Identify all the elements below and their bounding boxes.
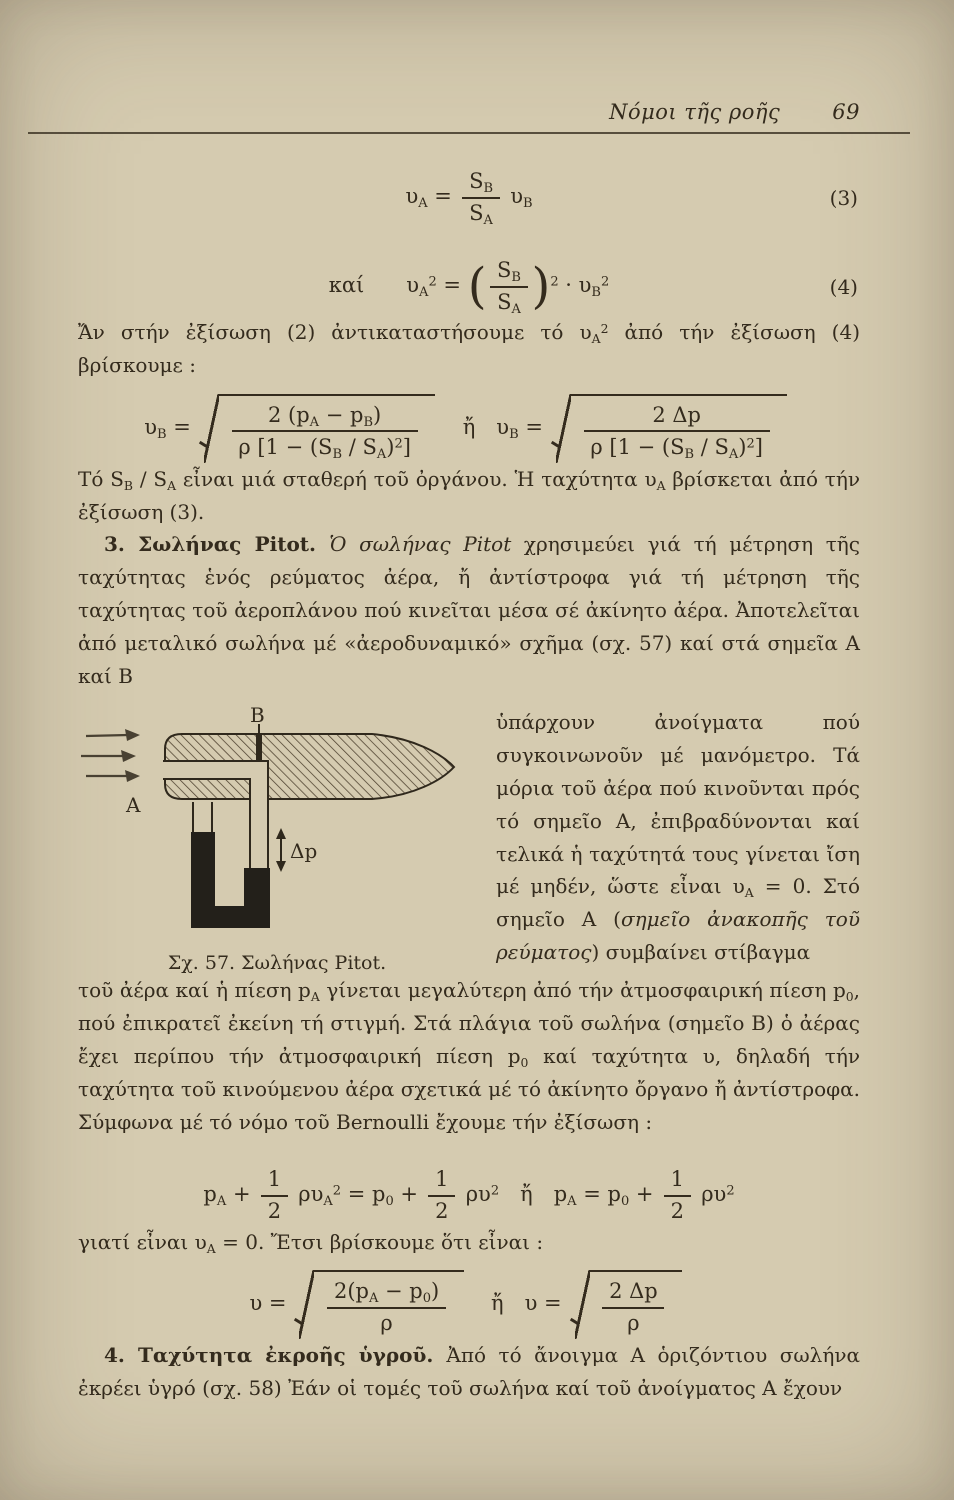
- b-port-slot: [256, 734, 262, 761]
- equation-4-number: (4): [829, 274, 858, 299]
- equation-3-number: (3): [829, 185, 858, 210]
- column-paragraph: ὑπάρχουν ἀνοίγματα πού συγκοινωνοῦν μέ μανόμετρο. Τά μόρια τοῦ ἀέρα πού κινοῦνται πρός τό σημεῖο Α, ἐπιβραδύνονται καί τελικά ἡ ταχύτητά τους γίνεται ἴση μέ μηδέν, ὥστε εἶναι $\upsilon_A = 0$. Στό σημεῖο Α (σημεῖο ἀνακοπῆς τοῦ ρεύματος) συμβαίνει στίβαγμα: [496, 710, 860, 965]
- figure-label-b: B: [250, 706, 265, 728]
- equation-outflow-row: [78, 1270, 860, 1339]
- equation-3-row: [78, 168, 860, 227]
- paragraph-constant: Τό $S_B / S_A$ εἶναι μιά σταθερή τοῦ ὀργάνου. Ἡ ταχύτητα $\upsilon_A$ βρίσκεται ἀπό τήν ἐξίσωση (3).: [78, 466, 861, 524]
- pitot-diagram: [78, 706, 476, 942]
- paragraph-since: γιατί εἶναι $\upsilon_A = 0$. Ἔτσι βρίσκουμε ὅτι εἶναι :: [78, 1229, 544, 1256]
- page-number: 69: [832, 100, 860, 124]
- equation-ub: $\upsilon_B$ = $\frac{2 (p_A - p_B)}{\rho [1 - (S_B / S_A)^2]}$ ἤ $\upsilon_B$ = $\frac{2 \Delta p}{\rho [1 - (S_B / S_A)^2]}$: [144, 394, 794, 463]
- equation-ub-row: [78, 394, 860, 463]
- figure-and-column: [78, 706, 860, 974]
- paragraph-substitution: Ἄν στήν ἐξίσωση (2) ἀντικαταστήσουμε τό $\upsilon_A^2$ ἀπό τήν ἐξίσωση (4) βρίσκουμε :: [78, 320, 860, 377]
- equation-bernoulli: $p_A$ + $\frac{1}{2}$ $\rho\upsilon_A^2 = p_0$ + $\frac{1}{2}$ $\rho\upsilon^2$ ἤ $p_A = p_0$ + $\frac{1}{2}$ $\rho\upsilon^2$: [203, 1167, 735, 1224]
- figure-label-dp: Δp: [290, 839, 318, 864]
- header-rule: [28, 132, 910, 134]
- section-4-paragraph: 4. Ταχύτητα ἐκροῆς ὑγροῦ. Ἀπό τό ἄνοιγμα Α ὁριζόντιου σωλήνα ἐκρέει ὑγρό (σχ. 58) Ἐάν οἱ τομές τοῦ σωλήνα καί τοῦ ἀνοίγματος Α ἔχουν: [78, 1343, 860, 1401]
- equation-4: καί $\upsilon_A^2$ = ( $\frac{S_B}{S_A}$ )$^2 \cdot \upsilon_B^2$: [328, 258, 610, 318]
- equation-bernoulli-row: [78, 1166, 860, 1225]
- figure-caption: Σχ. 57. Σωλήνας Pitot.: [167, 952, 387, 975]
- equation-3: $\upsilon_A$ = $\frac{S_B}{S_A}$ $\upsilon_B$: [405, 169, 533, 228]
- pitot-figure: [78, 706, 476, 974]
- page-header: [78, 100, 860, 124]
- equation-outflow: υ = $\frac{2(p_A - p_0)}{\rho}$ ἤ υ = $\frac{2 \Delta p}{\rho}$: [249, 1270, 688, 1339]
- equation-4-row: [78, 257, 860, 316]
- delta-p-arrow-icon: [276, 828, 286, 872]
- static-tube-walls: [193, 802, 212, 834]
- paragraph-after-figure: τοῦ ἀέρα καί ἡ πίεση $p_A$ γίνεται μεγαλύτερη ἀπό τήν ἀτμοσφαιρική πίεση $p_0$, πού ἐπικρατεῖ ἐκείνη τή στιγμή. Στά πλάγια τοῦ σωλήνα (σημεῖο Β) ὁ ἀέρας ἔχει περίπου τήν ἀτμοσφαιρική πίεση $p_0$ καί ταχύτητα υ, δηλαδή τήν ταχύτητα τοῦ κινούμενου ἀέρα σχετικά μέ τό ἀκίνητο ὄργανο ἤ ἀντίστροφα. Σύμφωνα μέ τό νόμο τοῦ Bernoulli ἔχουμε τήν ἐξίσωση :: [78, 978, 860, 1134]
- section-3-paragraph: 3. Σωλήνας Pitot. Ὁ σωλήνας Pitot χρησιμεύει γιά τή μέτρηση τῆς ταχύτητας ἑνός ρεύματος ἀέρα, ἤ ἀντίστροφα γιά τή μέτρηση τῆς ταχύτητας τοῦ ἀεροπλάνου πού κινεῖται μέσα σέ ἀκίνητο ἀέρα. Ἀποτελεῖται ἀπό μεταλικό σωλήνα μέ «ἀεροδυναμικό» σχῆμα (σχ. 57) καί στά σημεῖα Α καί Β: [78, 532, 860, 688]
- running-title: Νόμοι τῆς ροῆς: [609, 100, 781, 124]
- figure-label-a: A: [126, 793, 141, 818]
- flow-arrows-icon: [81, 729, 140, 782]
- pitot-channel: [163, 761, 268, 870]
